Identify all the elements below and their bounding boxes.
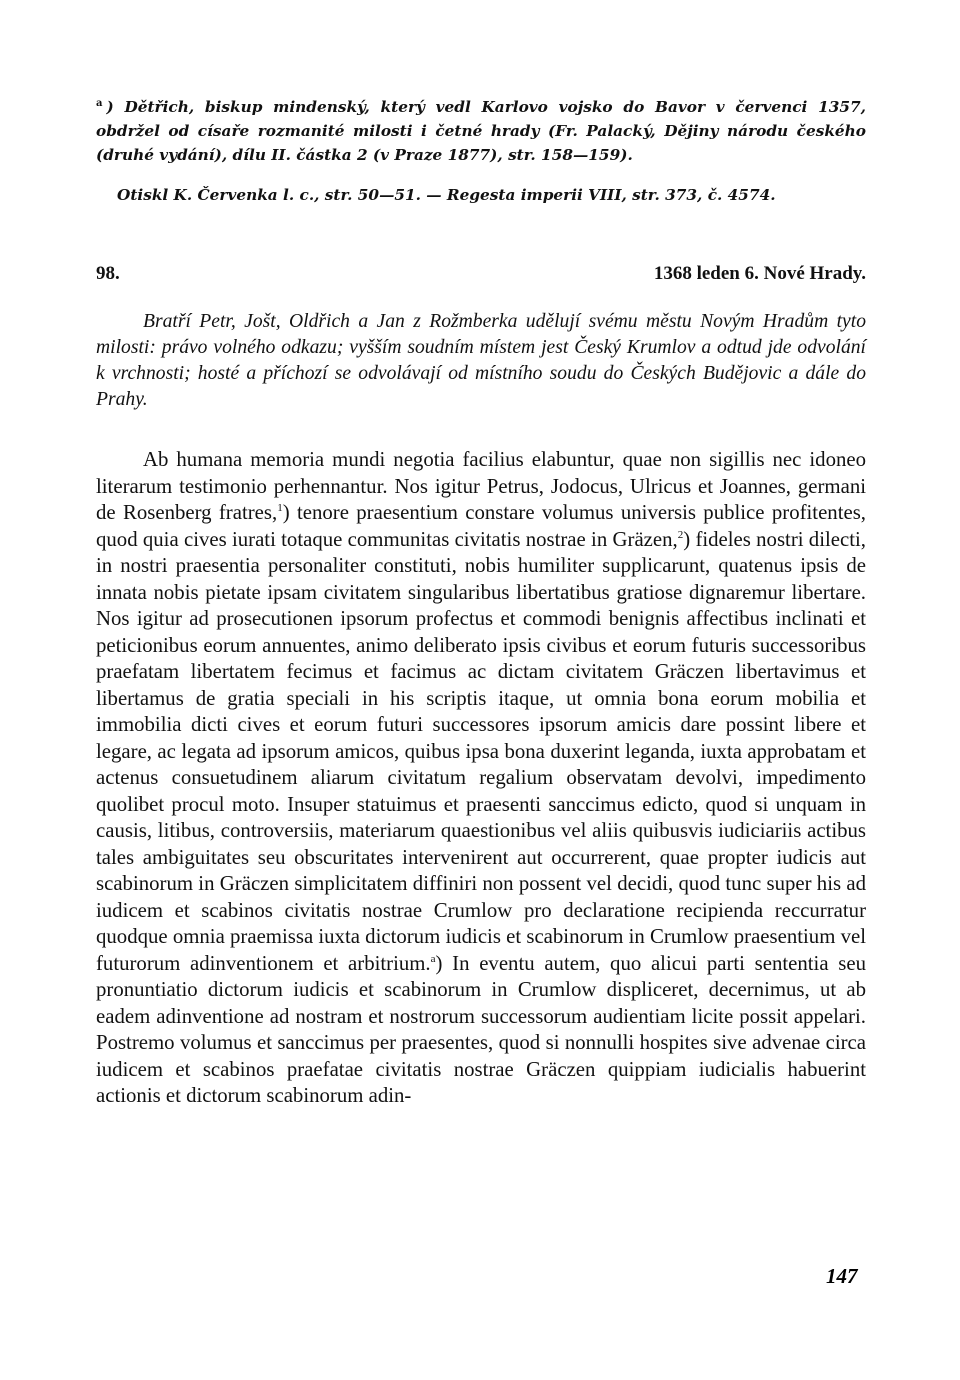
footnote-marker: a — [96, 98, 103, 109]
footnote-ref-a: a — [430, 952, 436, 965]
document-date-place: 1368 leden 6. Nové Hrady. — [653, 263, 866, 285]
footnote-ref-2: 2 — [677, 528, 684, 541]
charter-text-part-4: ) In eventu autem, quo alicui parti sententia seu pronuntiatio dictorum iudicis et scabinorum in Crumlow displiceret, decernimus, ut ab eadem adinventione ad nostram et nostrorum successorum audientiam licite possit appelari. Postremo volumus et sanccimus per praesentes, quod si nonnulli hospites sive advenae circa iudicem et scabinos praefatae civitatis nostrae Gräczen quippiam iudicialis habuerint actionis et dictorum scabinorum adin- — [96, 951, 866, 1108]
footnote: $^a$ ) Dětřich, biskup mindenský, který vedl Karlovo vojsko do Bavor v červenci 1357, obdržel od císaře rozmanité milosti i četné hrady (Fr. Palacký, Dějiny národu českého (druhé vydání), dílu II. částka 2 (v Praze 1877), str. 158—159). — [96, 98, 866, 165]
regest-summary: Bratří Petr, Jošt, Oldřich a Jan z Rožmberka udělují svému městu Novým Hradům tyto milosti: právo volného odkazu; vyšším soudním místem jest Český Krumlov a odtud jde odvolání k vrchnosti; hosté a příchozí se odvolávají od místního soudu do Českých Budějovic a dále do Prahy. — [96, 311, 866, 411]
document-number: 98. — [96, 263, 120, 285]
charter-text-part-3: ) fideles nostri dilecti, in nostri praesentia personaliter constituti, nobis humiliter supplicarunt, quatenus ipsis de innata nobis pietate ipsam civitatem singularibus libertatibus gratiose dignaremur libertare. Nos igitur ad prosecutionen ipsorum profectus et commodi benignis affectibus inclinati et peticionibus eorum annuentes, animo deliberato ipsis civibus et eorum futuris successoribus praefatam libertatem fecimus et facimus ac dictam civitatem Gräczen libertavimus et libertamus de gratia speciali in his scriptis itaque, ut omnia bona eorum mobilia et immobilia dicti cives et eorum futuri successores ipsorum amicis dare possint libere et legare, ac legata ad ipsorum amicos, quibus ipsa bona duxerint leganda, iuxta approbatam et actenus consuetudinem aliarum civitatum regalium observatam devolvi, impedimento quolibet procul moto. Insuper statuimus et praesenti sanccimus edicto, quod si unquam in causis, litibus, controversiis, materiarum quaestionibus vel aliis quibusvis iudiciariis actibus tales ambiguitates seu obscuritates intervenirent aut occurrerent, quae propter iudicis aut scabinorum in Gräczen simplicitatem diffiniri non possent vel decidi, quod tunc super his ad iudicem et scabinos civitatis nostrae Crumlow pro declaratione recipienda reccurratur quodque omnia praemissa iuxta dictorum iudicis et scabinorum in Crumlow praesentium vel futurorum adinventionem et arbitrium. — [96, 527, 866, 975]
edition-note: Otiskl K. Červenka l. c., str. 50—51. — Regesta imperii VIII, str. 373, č. 4574. — [117, 186, 776, 205]
footnote-text: Dětřich, biskup mindenský, který vedl Karlovo vojsko do Bavor v červenci 1357, obdržel od císaře rozmanité milosti i četné hrady (Fr. Palacký, Dějiny národu českého (druhé vydání), dílu II. částka 2 (v Praze 1877), str. 158—159). — [96, 98, 866, 165]
page-number: 147 — [826, 1264, 858, 1288]
charter-text-part-2: ) tenore praesentium constare volumus universis publice profitentes, quod quia cives iurati totaque communitas civitatis nostrae in Gräzen, — [96, 501, 867, 551]
footnote-ref-1: 1 — [277, 502, 283, 515]
document-page — [96, 92, 866, 1110]
charter-text-part-1: Ab humana memoria mundi negotia facilius elabuntur, quae non sigillis nec idoneo literarum testimonio perhennantur. Nos igitur Petrus, Jodocus, Ulricus et Joannes, germani de Rosenberg fratres, — [96, 448, 866, 525]
charter-text — [96, 447, 866, 1110]
document-header — [96, 263, 866, 285]
